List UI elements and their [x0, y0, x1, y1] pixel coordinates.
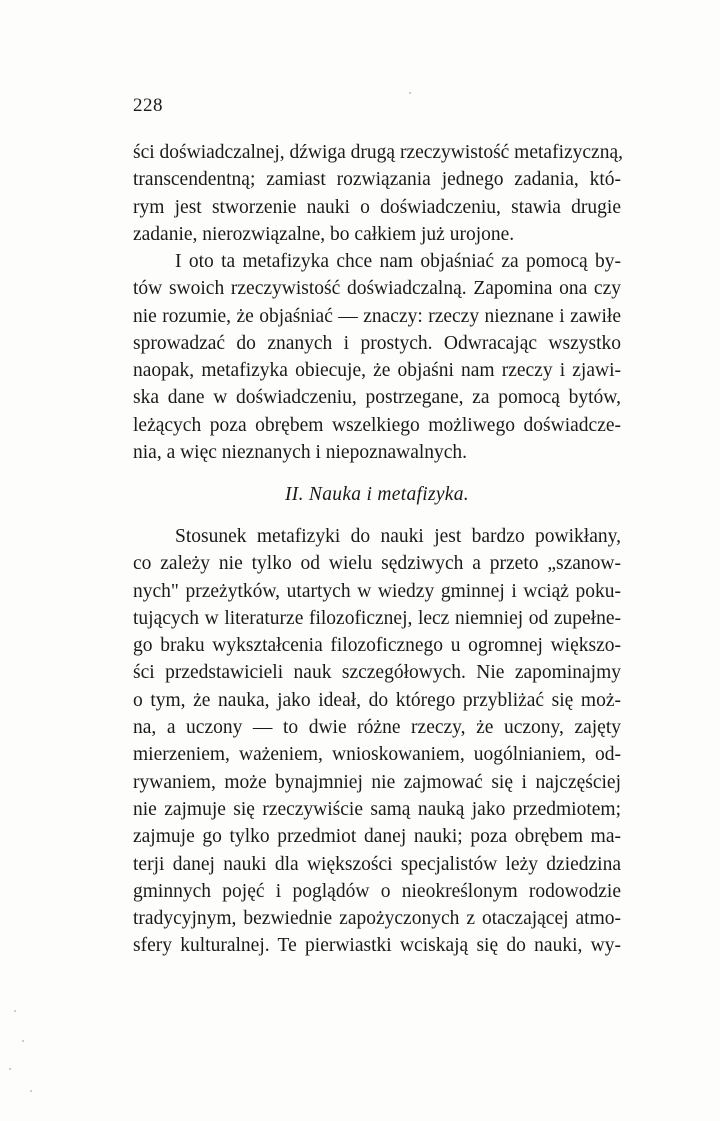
text-line: zadanie, nierozwiązalne, bo całkiem już urojone. — [133, 223, 515, 245]
paragraph-continuation — [133, 139, 621, 248]
text-line: tujących w literaturze filozoficznej, lecz niemniej od zupełne- — [133, 607, 621, 629]
text-line: naopak, metafizyka obiecuje, że objaśni nam rzeczy i zjawi- — [133, 360, 621, 382]
text-line: o tym, że nauka, jako ideał, do którego przybliżać się moż- — [133, 689, 621, 711]
text-line: Stosunek metafizyki do nauki jest bardzo powikłany, — [175, 526, 621, 547]
scan-speck — [30, 1090, 32, 1092]
text-line: rym jest stworzenie nauki o doświadczeniu, stawia drugie — [133, 196, 621, 218]
text-line: co zależy nie tylko od wielu sędziwych a przeto „szanow- — [133, 553, 621, 575]
text-line: transcendentną; zamiast rozwiązania jednego zadania, któ- — [133, 169, 621, 191]
text-line: ści przedstawicieli nauk szczegółowych. Nie zapominajmy — [133, 662, 621, 684]
scan-speck — [22, 1040, 24, 1042]
paragraph-science — [133, 523, 621, 960]
text-line: sfery kulturalnej. Te pierwiastki wciskają się do nauki, wy- — [133, 935, 621, 957]
text-line: ska dane w doświadczeniu, postrzegane, za pomocą bytów, — [133, 387, 621, 409]
text-line: I oto ta metafizyka chce nam objaśniać za pomocą by- — [175, 251, 621, 272]
text-line: go braku wykształcenia filozoficznego u ogromnej większo- — [133, 635, 621, 657]
text-line: nie zajmuje się rzeczywiście samą nauką jako przedmiotem; — [133, 798, 621, 820]
text-line: ści doświadczalnej, dźwiga drugą rzeczywistość metafizyczną, — [133, 142, 623, 163]
scan-speck — [409, 92, 411, 94]
text-line: na, a uczony — to dwie różne rzeczy, że uczony, zajęty — [133, 717, 621, 739]
text-line: zajmuje go tylko przedmiot danej nauki; poza obrębem ma- — [133, 826, 621, 848]
text-line: sprowadzać do znanych i prostych. Odwracając wszystko — [133, 332, 621, 354]
text-line: rywaniem, może bynajmniej nie zajmować się i najczęściej — [133, 771, 621, 793]
text-line: terji danej nauki dla większości specjalistów leży dziedzina — [133, 853, 621, 875]
text-line: nych" przeżytków, utartych w wiedzy gminnej i wciąż poku- — [133, 580, 621, 602]
scan-speck — [14, 1010, 16, 1012]
text-line: nia, a więc nieznanych i niepoznawalnych. — [133, 442, 468, 464]
text-line: tów swoich rzeczywistość doświadczalną. Zapomina ona czy — [133, 278, 621, 300]
scan-speck — [9, 1068, 11, 1070]
paragraph-metaphysics — [133, 248, 621, 466]
section-heading: II. Nauka i metafizyka. — [285, 484, 469, 505]
text-line: leżących poza obrębem wszelkiego możliwego doświadcze- — [133, 414, 621, 436]
text-line: tradycyjnym, bezwiednie zapożyczonych z otaczającej atmo- — [133, 908, 621, 930]
text-line: nie rozumie, że objaśniać — znaczy: rzeczy nieznane i zawiłe — [133, 305, 621, 327]
page-number: 228 — [133, 95, 163, 116]
text-line: gminnych pojęć i poglądów o nieokreślonym rodowodzie — [133, 880, 621, 902]
text-line: mierzeniem, ważeniem, wnioskowaniem, uogólnianiem, od- — [133, 744, 621, 766]
